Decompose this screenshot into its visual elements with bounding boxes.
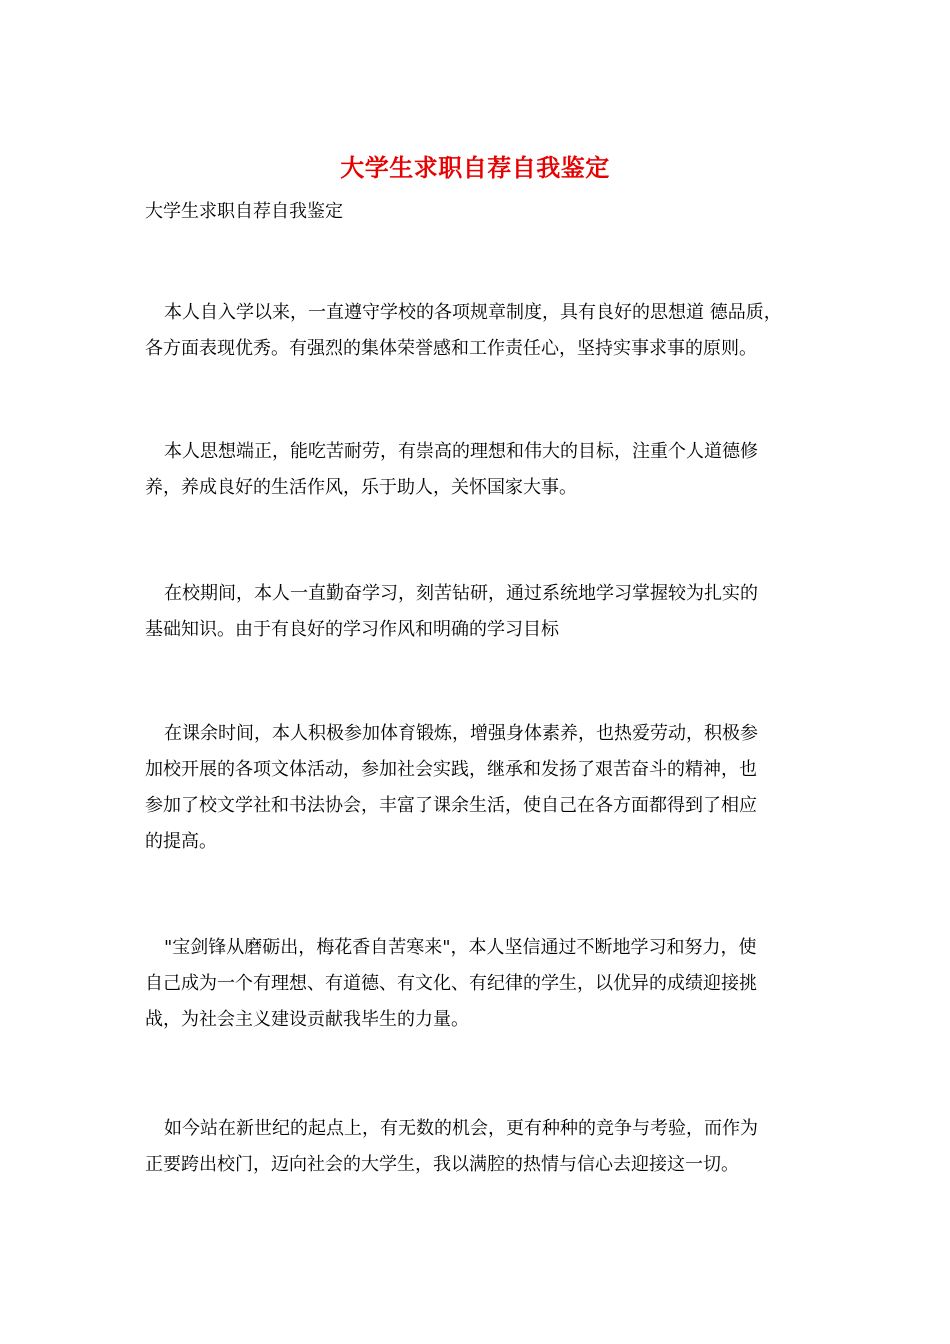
paragraph-line: 参加了校文学社和书法协会，丰富了课余生活，使自己在各方面都得到了相应	[145, 795, 757, 816]
paragraph-6	[145, 1111, 835, 1183]
paragraph-4	[145, 716, 835, 860]
paragraph-line: 加校开展的各项文体活动，参加社会实践，继承和发扬了艰苦奋斗的精神，也	[145, 759, 757, 780]
paragraph-line: 自己成为一个有理想、有道德、有文化、有纪律的学生，以优异的成绩迎接挑	[145, 973, 757, 994]
document-title: 大学生求职自荐自我鉴定	[340, 153, 610, 182]
paragraph-1	[145, 295, 835, 367]
paragraph-line: 各方面表现优秀。有强烈的集体荣誉感和工作责任心，坚持实事求事的原则。	[145, 338, 757, 359]
paragraph-5	[145, 930, 835, 1038]
document-subtitle: 大学生求职自荐自我鉴定	[145, 201, 343, 222]
paragraph-2	[145, 434, 835, 506]
paragraph-line: 基础知识。由于有良好的学习作风和明确的学习目标	[145, 619, 559, 640]
paragraph-line: 如今站在新世纪的起点上，有无数的机会，更有种种的竞争与考验，而作为	[164, 1118, 758, 1139]
paragraph-line: 正要跨出校门，迈向社会的大学生，我以满腔的热情与信心去迎接这一切。	[145, 1154, 739, 1175]
paragraph-line: 养，养成良好的生活作风，乐于助人，关怀国家大事。	[145, 477, 577, 498]
paragraph-line: 战，为社会主义建设贡献我毕生的力量。	[145, 1009, 469, 1030]
paragraph-line: 本人思想端正，能吃苦耐劳，有崇高的理想和伟大的目标，注重个人道德修	[164, 441, 758, 462]
paragraph-line: 在校期间，本人一直勤奋学习，刻苦钻研，通过系统地学习掌握较为扎实的	[164, 583, 758, 604]
paragraph-line: 本人自入学以来，一直遵守学校的各项规章制度，具有良好的思想道 德品质，	[164, 302, 782, 323]
paragraph-line: "宝剑锋从磨砺出，梅花香自苦寒来"，本人坚信通过不断地学习和努力，使	[164, 937, 757, 958]
paragraph-line: 在课余时间，本人积极参加体育锻炼，增强身体素养，也热爱劳动，积极参	[164, 723, 758, 744]
paragraph-3	[145, 576, 835, 648]
paragraph-line: 的提高。	[145, 831, 217, 852]
